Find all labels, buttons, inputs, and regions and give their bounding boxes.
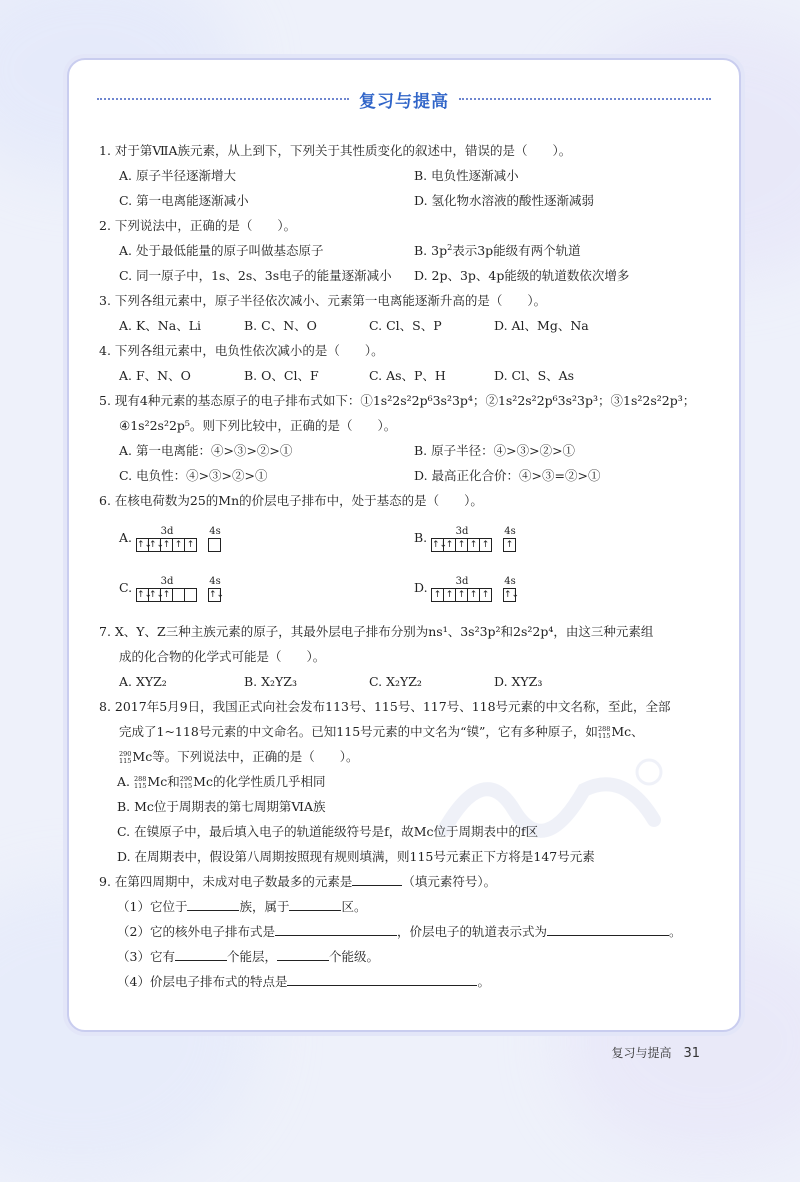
question-5-intro: 5. 现有4种元素的基态原子的电子排布式如下： bbox=[99, 393, 361, 408]
question-1-options bbox=[99, 188, 717, 213]
sub-question-text: ，价层电子的轨道表示式为 bbox=[396, 924, 547, 939]
option[interactable]: D. 2p、3p、4p能级的轨道数依次增多 bbox=[414, 268, 630, 283]
header-divider-left bbox=[97, 98, 349, 100]
option-text: B. 3p bbox=[414, 243, 448, 258]
orbital-box bbox=[208, 538, 221, 552]
isotope-notation bbox=[180, 776, 192, 790]
orbital-4s bbox=[504, 525, 516, 552]
sub-question-text: 区。 bbox=[341, 899, 367, 914]
option[interactable]: B. Mc位于周期表的第七周期第ⅥA族 bbox=[117, 799, 326, 814]
orbital-box: ↑↓ bbox=[149, 589, 165, 600]
option-text: A. bbox=[117, 774, 134, 789]
option[interactable]: C. 第一电离能逐渐减小 bbox=[119, 193, 249, 208]
option[interactable]: C. 同一原子中，1s、2s、3s电子的能量逐渐减小 bbox=[119, 268, 392, 283]
option-text: 的化学性质几乎相同 bbox=[212, 774, 326, 789]
question-1-options bbox=[99, 163, 717, 188]
orbital-option[interactable] bbox=[414, 575, 709, 602]
question-8-cont bbox=[99, 744, 717, 769]
config-1: ①1s²2s²2p⁶3s²3p⁴； bbox=[360, 393, 486, 408]
option-label: B. bbox=[414, 529, 428, 545]
orbital-box: ↑ bbox=[479, 588, 492, 602]
sub-question-text: 个能层， bbox=[226, 949, 277, 964]
option[interactable]: C. As、P、H bbox=[369, 368, 446, 383]
orbital-caption: 3d bbox=[455, 575, 469, 587]
config-3: ③1s²2s²2p³； bbox=[610, 393, 696, 408]
question-6-options bbox=[99, 563, 717, 613]
option[interactable]: A. 原子半径逐渐增大 bbox=[119, 168, 236, 183]
orbital-caption: 4s bbox=[504, 525, 516, 537]
question-2: 2. 下列说法中，正确的是（ ）。 bbox=[99, 218, 297, 233]
page-card bbox=[67, 58, 741, 1032]
orbital-caption: 3d bbox=[160, 525, 174, 537]
section-header bbox=[97, 84, 711, 114]
option[interactable]: A. 处于最低能量的原子叫做基态原子 bbox=[119, 243, 324, 258]
orbital-box: ↑ bbox=[443, 538, 456, 552]
question-3-options bbox=[99, 313, 717, 338]
question-4-options bbox=[99, 363, 717, 388]
option[interactable]: B. C、N、O bbox=[244, 318, 317, 333]
sub-question-text: 个能级。 bbox=[328, 949, 379, 964]
orbital-3d bbox=[432, 575, 492, 602]
orbital-caption: 4s bbox=[209, 525, 221, 537]
orbital-option[interactable] bbox=[119, 575, 414, 602]
option[interactable]: C. 电负性：④>③>②>① bbox=[119, 468, 268, 483]
mass-number: 290 bbox=[119, 749, 132, 758]
option[interactable]: D. 氢化物水溶液的酸性逐渐减弱 bbox=[414, 193, 595, 208]
sub-question-text: （3）它有 bbox=[117, 949, 175, 964]
element-symbol: Mc bbox=[147, 774, 168, 789]
orbital-option[interactable] bbox=[119, 525, 414, 552]
question-6: 6. 在核电荷数为25的Mn的价层电子排布中，处于基态的是（ ）。 bbox=[99, 493, 483, 508]
sub-question-text: （1）它位于 bbox=[117, 899, 188, 914]
option[interactable] bbox=[414, 238, 581, 263]
option-label: D. bbox=[414, 579, 428, 595]
option[interactable]: B. X₂YZ₃ bbox=[244, 674, 297, 689]
orbital-4s bbox=[504, 575, 520, 602]
option[interactable]: D. Al、Mg、Na bbox=[494, 318, 589, 333]
option[interactable]: C. Cl、S、P bbox=[369, 318, 442, 333]
answer-blank[interactable] bbox=[275, 920, 397, 936]
question-3: 3. 下列各组元素中，原子半径依次减小、元素第一电离能逐渐升高的是（ ）。 bbox=[99, 293, 547, 308]
option[interactable] bbox=[99, 769, 717, 794]
superscript: 2 bbox=[447, 242, 453, 252]
option-text: 和 bbox=[167, 774, 180, 789]
isotope-notation bbox=[119, 751, 131, 765]
orbital-caption: 4s bbox=[504, 575, 516, 587]
orbital-box: ↑ bbox=[467, 538, 480, 552]
orbital-box: ↑↓ bbox=[432, 539, 448, 550]
atomic-number: 115 bbox=[179, 781, 193, 790]
sub-question-text: （2）它的核外电子排布式是 bbox=[117, 924, 275, 939]
orbital-3d bbox=[432, 525, 492, 552]
question-7-options bbox=[99, 669, 717, 694]
element-symbol: Mc bbox=[132, 749, 153, 764]
question-5-options bbox=[99, 463, 717, 488]
option[interactable]: D. Cl、S、As bbox=[494, 368, 575, 383]
sub-question-text: 。 bbox=[668, 924, 682, 939]
question-8-text: 完成了1~118号元素的中文命名。已知115号元素的中文名为“镆”，它有多种原子，如 bbox=[119, 724, 598, 739]
orbital-caption: 4s bbox=[209, 575, 221, 587]
sub-question-text: 族，属于 bbox=[239, 899, 290, 914]
answer-blank[interactable] bbox=[175, 945, 227, 961]
config-4: ④1s²2s²2p⁵。 bbox=[119, 418, 203, 433]
option[interactable]: B. 原子半径：④>③>②>① bbox=[414, 443, 576, 458]
option[interactable]: C. 在镆原子中，最后填入电子的轨道能级符号是f，故Mc位于周期表中的f区 bbox=[117, 824, 539, 839]
mass-number: 288 bbox=[133, 774, 147, 783]
orbital-box: ↑ bbox=[160, 588, 173, 602]
answer-blank[interactable] bbox=[287, 970, 477, 986]
orbital-caption: 3d bbox=[160, 575, 174, 587]
question-5-options bbox=[99, 438, 717, 463]
question-7: 7. X、Y、Z三种主族元素的原子，其最外层电子排布分别为ns¹、3s²3p²和2s²2p⁴，由这三种元素组 bbox=[99, 624, 654, 639]
option-label: C. bbox=[119, 579, 133, 595]
option[interactable]: D. 最高正化合价：④>③=②>① bbox=[414, 468, 601, 483]
question-5 bbox=[99, 388, 717, 413]
isotope-notation bbox=[134, 776, 146, 790]
option[interactable]: A. K、Na、Li bbox=[119, 318, 202, 333]
atomic-number: 115 bbox=[133, 781, 147, 790]
answer-blank[interactable] bbox=[187, 895, 239, 911]
header-divider-right bbox=[459, 98, 711, 100]
sub-question-text: 。 bbox=[477, 974, 490, 989]
sub-question-2 bbox=[99, 919, 717, 944]
option[interactable]: B. 电负性逐渐减小 bbox=[414, 168, 519, 183]
mass-number: 290 bbox=[179, 774, 193, 783]
orbital-caption: 3d bbox=[455, 525, 469, 537]
question-9-text: （填元素符号）。 bbox=[402, 874, 497, 889]
question-9-text: 9. 在第四周期中，未成对电子数最多的元素是 bbox=[99, 874, 353, 889]
orbital-3d bbox=[137, 525, 197, 552]
question-list bbox=[99, 138, 717, 994]
option[interactable]: D. 在周期表中，假设第八周期按照现有规则填满，则115号元素正下方将是147号元素 bbox=[117, 849, 595, 864]
question-8-cont: 完成了1~118号元素的中文命名。已知115号元素的中文名为“镆”，它有多种原子，如 288 115 Mc、 bbox=[119, 724, 644, 740]
question-9 bbox=[99, 869, 717, 894]
orbital-3d bbox=[137, 575, 197, 602]
question-5-cont bbox=[99, 413, 717, 438]
answer-blank[interactable] bbox=[547, 920, 669, 936]
option[interactable]: B. O、Cl、F bbox=[244, 368, 319, 383]
question-7-cont: 成的化合物的化学式可能是（ ）。 bbox=[119, 649, 326, 664]
question-2-options bbox=[99, 263, 717, 288]
element-symbol: Mc bbox=[611, 724, 632, 739]
answer-blank[interactable] bbox=[277, 945, 329, 961]
orbital-box: ↑ bbox=[479, 538, 492, 552]
orbital-box: ↑↓ bbox=[209, 589, 225, 600]
option[interactable]: D. XYZ₃ bbox=[494, 674, 543, 689]
answer-blank[interactable] bbox=[352, 870, 402, 886]
question-4: 4. 下列各组元素中，电负性依次减小的是（ ）。 bbox=[99, 343, 384, 358]
sub-question-1 bbox=[99, 894, 717, 919]
orbital-box: ↑ bbox=[431, 588, 444, 602]
option[interactable]: A. XYZ₂ bbox=[119, 674, 167, 689]
sub-question-4 bbox=[99, 969, 717, 994]
orbital-box: ↑ bbox=[467, 588, 480, 602]
question-5-tail: 则下列比较中，正确的是（ ）。 bbox=[202, 418, 397, 433]
orbital-box: ↑↓ bbox=[137, 539, 153, 550]
sub-question-3 bbox=[99, 944, 717, 969]
answer-blank[interactable] bbox=[289, 895, 341, 911]
question-1: 1. 对于第ⅦA族元素，从上到下，下列关于其性质变化的叙述中，错误的是（ ）。 bbox=[99, 143, 572, 158]
config-2: ②1s²2s²2p⁶3s²3p³； bbox=[485, 393, 611, 408]
orbital-option[interactable] bbox=[414, 525, 709, 552]
mass-number: 288 bbox=[597, 724, 611, 733]
section-title: 复习与提高 bbox=[359, 91, 449, 112]
question-8: 8. 2017年5月9日，我国正式向社会发布113号、115号、117号、118号元素的中文名称，至此，全部 bbox=[99, 699, 671, 714]
page-number: 31 bbox=[683, 1046, 700, 1061]
orbital-box: ↑ bbox=[184, 538, 197, 552]
orbital-4s bbox=[209, 575, 225, 602]
option[interactable]: A. F、N、O bbox=[119, 368, 191, 383]
question-8-text: 等。下列说法中，正确的是（ ）。 bbox=[152, 749, 359, 764]
question-6-options bbox=[99, 513, 717, 563]
sub-question-text: （4）价层电子排布式的特点是 bbox=[117, 974, 288, 989]
orbital-box: ↑↓ bbox=[149, 539, 165, 550]
isotope-notation bbox=[598, 726, 610, 740]
orbital-box: ↑ bbox=[443, 588, 456, 602]
orbital-box bbox=[184, 588, 197, 602]
orbital-box: ↑ bbox=[503, 538, 516, 552]
orbital-box: ↑ bbox=[455, 588, 468, 602]
orbital-4s bbox=[209, 525, 221, 552]
footer-section: 复习与提高 bbox=[611, 1046, 672, 1060]
orbital-box: ↑ bbox=[455, 538, 468, 552]
question-2-options bbox=[99, 238, 717, 263]
orbital-box: ↑ bbox=[172, 538, 185, 552]
option[interactable]: A. 第一电离能：④>③>②>① bbox=[119, 443, 293, 458]
orbital-box: ↑↓ bbox=[137, 589, 153, 600]
atomic-number: 115 bbox=[119, 756, 132, 765]
option[interactable]: C. X₂YZ₂ bbox=[369, 674, 422, 689]
option-text: 表示3p能级有两个轨道 bbox=[452, 243, 581, 258]
orbital-box: ↑↓ bbox=[504, 589, 520, 600]
option-label: A. bbox=[119, 529, 133, 545]
atomic-number: 115 bbox=[597, 731, 611, 740]
orbital-box: ↑ bbox=[160, 538, 173, 552]
page-footer bbox=[611, 1044, 700, 1061]
element-symbol: Mc bbox=[193, 774, 213, 789]
